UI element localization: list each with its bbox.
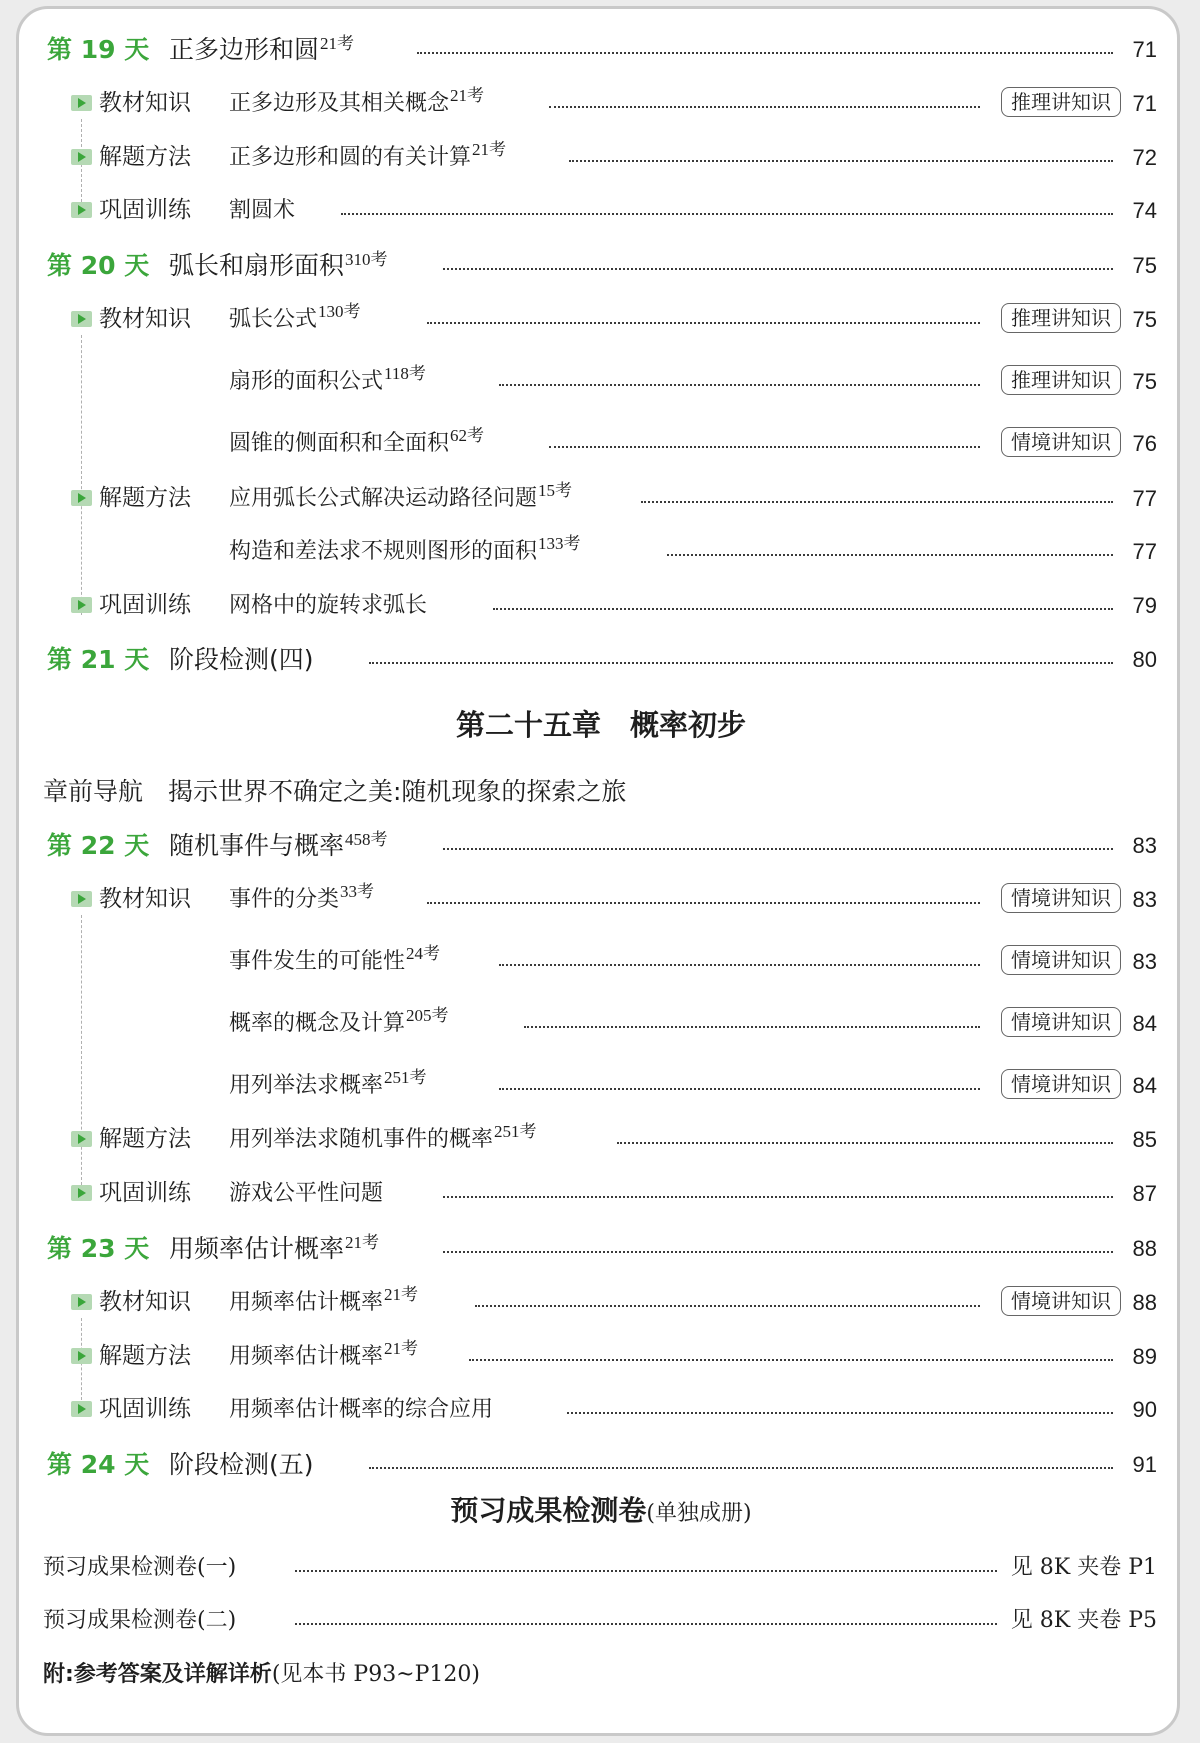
- leader-dots: [427, 902, 980, 904]
- topic-row[interactable]: [19, 1338, 1180, 1372]
- test-title: 预习成果检测卷(二): [43, 1608, 237, 1633]
- page-number: 85: [1132, 1127, 1157, 1152]
- leader-dots: [295, 1570, 997, 1572]
- topic-row[interactable]: [19, 480, 1180, 514]
- knowledge-tag[interactable]: 推理讲知识: [1001, 303, 1121, 333]
- play-icon: [71, 1401, 92, 1417]
- leader-dots: [369, 662, 1113, 664]
- page-number: 91: [1132, 1452, 1157, 1477]
- day-row[interactable]: [19, 1446, 1180, 1480]
- play-icon: [71, 311, 92, 327]
- topic-text: 用列举法求随机事件的概率$^{251考}$: [229, 1122, 537, 1152]
- page-number: 76: [1132, 431, 1157, 456]
- day-row[interactable]: [19, 641, 1180, 675]
- day-label: 第 19 天: [47, 35, 150, 64]
- topic-text: 概率的概念及计算$^{205考}$: [229, 1006, 449, 1036]
- topic-text: 事件的分类$^{33考}$: [229, 882, 375, 912]
- day-title: 阶段检测(五): [169, 1450, 314, 1479]
- leader-dots: [469, 1359, 1113, 1361]
- leader-dots: [443, 1251, 1113, 1253]
- page-number: 83: [1132, 833, 1157, 858]
- category-label: 巩固训练: [99, 1180, 191, 1206]
- topic-row[interactable]: [19, 192, 1180, 226]
- leader-dots: [417, 52, 1113, 54]
- topic-row[interactable]: [19, 301, 1180, 335]
- play-icon: [71, 891, 92, 907]
- section-title: 预习成果检测卷(单独成册): [450, 1494, 752, 1527]
- knowledge-tag[interactable]: 情境讲知识: [1001, 1286, 1121, 1316]
- leader-dots: [667, 554, 1113, 556]
- topic-text: 网格中的旋转求弧长: [229, 593, 428, 618]
- topic-row[interactable]: [19, 1005, 1180, 1039]
- test-reference: 见 8K 夹卷 P5: [1010, 1608, 1157, 1633]
- category-label: 解题方法: [99, 1343, 191, 1369]
- category-label: 巩固训练: [99, 1396, 191, 1422]
- test-row[interactable]: [19, 1549, 1180, 1583]
- day-row[interactable]: [19, 827, 1180, 861]
- day-label: 第 22 天: [47, 831, 150, 860]
- page-number: 71: [1132, 91, 1157, 116]
- leader-dots: [475, 1305, 980, 1307]
- topic-text: 正多边形和圆的有关计算$^{21考}$: [229, 140, 507, 170]
- topic-row[interactable]: [19, 85, 1180, 119]
- play-icon: [71, 1185, 92, 1201]
- category-label: 巩固训练: [99, 592, 191, 618]
- topic-row[interactable]: [19, 1121, 1180, 1155]
- topic-row[interactable]: [19, 943, 1180, 977]
- category-label: 教材知识: [99, 886, 191, 912]
- topic-row[interactable]: [19, 1284, 1180, 1318]
- play-icon: [71, 490, 92, 506]
- topic-text: 正多边形及其相关概念$^{21考}$: [229, 86, 485, 116]
- category-label: 巩固训练: [99, 197, 191, 223]
- topic-text: 用频率估计概率$^{21考}$: [229, 1285, 419, 1315]
- day-row[interactable]: [19, 247, 1180, 281]
- test-title: 预习成果检测卷(一): [43, 1555, 237, 1580]
- topic-row[interactable]: [19, 425, 1180, 459]
- chapter-nav[interactable]: [19, 773, 1180, 807]
- leader-dots: [499, 384, 980, 386]
- test-reference: 见 8K 夹卷 P1: [1010, 1555, 1157, 1580]
- topic-text: 割圆术: [229, 198, 296, 223]
- leader-dots: [549, 446, 980, 448]
- topic-text: 用列举法求概率$^{251考}$: [229, 1068, 427, 1098]
- category-label: 教材知识: [99, 1289, 191, 1315]
- topic-row[interactable]: [19, 1391, 1180, 1425]
- page-number: 80: [1132, 647, 1157, 672]
- page-number: 75: [1132, 253, 1157, 278]
- leader-dots: [427, 322, 980, 324]
- topic-text: 用频率估计概率$^{21考}$: [229, 1339, 419, 1369]
- day-title: 弧长和扇形面积$^{310考}$: [169, 250, 388, 280]
- page-number: 84: [1132, 1073, 1157, 1098]
- test-row[interactable]: [19, 1602, 1180, 1636]
- leader-dots: [369, 1467, 1113, 1469]
- day-label: 第 23 天: [47, 1234, 150, 1263]
- play-icon: [71, 1348, 92, 1364]
- category-label: 解题方法: [99, 1126, 191, 1152]
- page-number: 84: [1132, 1011, 1157, 1036]
- play-icon: [71, 202, 92, 218]
- topic-row[interactable]: [19, 363, 1180, 397]
- topic-text: 圆锥的侧面积和全面积$^{62考}$: [229, 426, 485, 456]
- leader-dots: [617, 1142, 1113, 1144]
- day-label: 第 20 天: [47, 251, 150, 280]
- page-number: 88: [1132, 1236, 1157, 1261]
- nav-text: 章前导航 揭示世界不确定之美:随机现象的探索之旅: [43, 777, 627, 806]
- appendix-row[interactable]: [19, 1656, 1180, 1690]
- leader-dots: [641, 501, 1113, 503]
- day-label: 第 21 天: [47, 645, 150, 674]
- day-title: 阶段检测(四): [169, 645, 314, 674]
- day-row[interactable]: [19, 31, 1180, 65]
- page-number: 72: [1132, 145, 1157, 170]
- leader-dots: [493, 608, 1113, 610]
- page-number: 83: [1132, 887, 1157, 912]
- leader-dots: [443, 848, 1113, 850]
- knowledge-tag[interactable]: 情境讲知识: [1001, 427, 1121, 457]
- leader-dots: [569, 160, 1113, 162]
- leader-dots: [524, 1026, 980, 1028]
- leader-dots: [443, 1196, 1113, 1198]
- knowledge-tag[interactable]: 情境讲知识: [1001, 1069, 1121, 1099]
- page-number: 71: [1132, 37, 1157, 62]
- category-label: 教材知识: [99, 306, 191, 332]
- page-number: 75: [1132, 307, 1157, 332]
- topic-row[interactable]: [19, 1175, 1180, 1209]
- page-number: 83: [1132, 949, 1157, 974]
- page-number: 89: [1132, 1344, 1157, 1369]
- topic-row[interactable]: [19, 881, 1180, 915]
- page-number: 79: [1132, 593, 1157, 618]
- leader-dots: [567, 1412, 1113, 1414]
- leader-dots: [295, 1623, 997, 1625]
- knowledge-tag[interactable]: 情境讲知识: [1001, 883, 1121, 913]
- play-icon: [71, 95, 92, 111]
- page-number: 87: [1132, 1181, 1157, 1206]
- appendix-text: 附:参考答案及详解详析(见本书 P93~P120): [43, 1662, 480, 1687]
- play-icon: [71, 149, 92, 165]
- play-icon: [71, 597, 92, 613]
- chapter-title: 第二十五章 概率初步: [455, 708, 746, 742]
- topic-text: 用频率估计概率的综合应用: [229, 1397, 494, 1422]
- topic-row[interactable]: [19, 1067, 1180, 1101]
- topic-text: 事件发生的可能性$^{24考}$: [229, 944, 441, 974]
- topic-text: 构造和差法求不规则图形的面积$^{133考}$: [229, 534, 581, 564]
- page-number: 74: [1132, 198, 1157, 223]
- page-number: 77: [1132, 486, 1157, 511]
- knowledge-tag[interactable]: 情境讲知识: [1001, 1007, 1121, 1037]
- leader-dots: [443, 268, 1113, 270]
- category-label: 解题方法: [99, 485, 191, 511]
- topic-text: 扇形的面积公式$^{118考}$: [229, 364, 426, 394]
- leader-dots: [549, 106, 980, 108]
- day-title: 随机事件与概率$^{458考}$: [169, 830, 388, 860]
- day-label: 第 24 天: [47, 1450, 150, 1479]
- play-icon: [71, 1294, 92, 1310]
- leader-dots: [341, 213, 1113, 215]
- leader-dots: [499, 1088, 980, 1090]
- toc-page: [16, 6, 1180, 1736]
- category-label: 教材知识: [99, 90, 191, 116]
- topic-row[interactable]: [19, 533, 1180, 567]
- day-title: 正多边形和圆$^{21考}$: [169, 34, 355, 64]
- knowledge-tag[interactable]: 推理讲知识: [1001, 365, 1121, 395]
- page-number: 88: [1132, 1290, 1157, 1315]
- topic-row[interactable]: [19, 139, 1180, 173]
- leader-dots: [499, 964, 980, 966]
- page-number: 77: [1132, 539, 1157, 564]
- topic-text: 游戏公平性问题: [229, 1181, 384, 1206]
- knowledge-tag[interactable]: 推理讲知识: [1001, 87, 1121, 117]
- knowledge-tag[interactable]: 情境讲知识: [1001, 945, 1121, 975]
- topic-row[interactable]: [19, 587, 1180, 621]
- play-icon: [71, 1131, 92, 1147]
- day-title: 用频率估计概率$^{21考}$: [169, 1233, 380, 1263]
- category-label: 解题方法: [99, 144, 191, 170]
- topic-text: 应用弧长公式解决运动路径问题$^{15考}$: [229, 481, 573, 511]
- page-number: 90: [1132, 1397, 1157, 1422]
- page-number: 75: [1132, 369, 1157, 394]
- day-row[interactable]: [19, 1230, 1180, 1264]
- topic-text: 弧长公式$^{130考}$: [229, 302, 361, 332]
